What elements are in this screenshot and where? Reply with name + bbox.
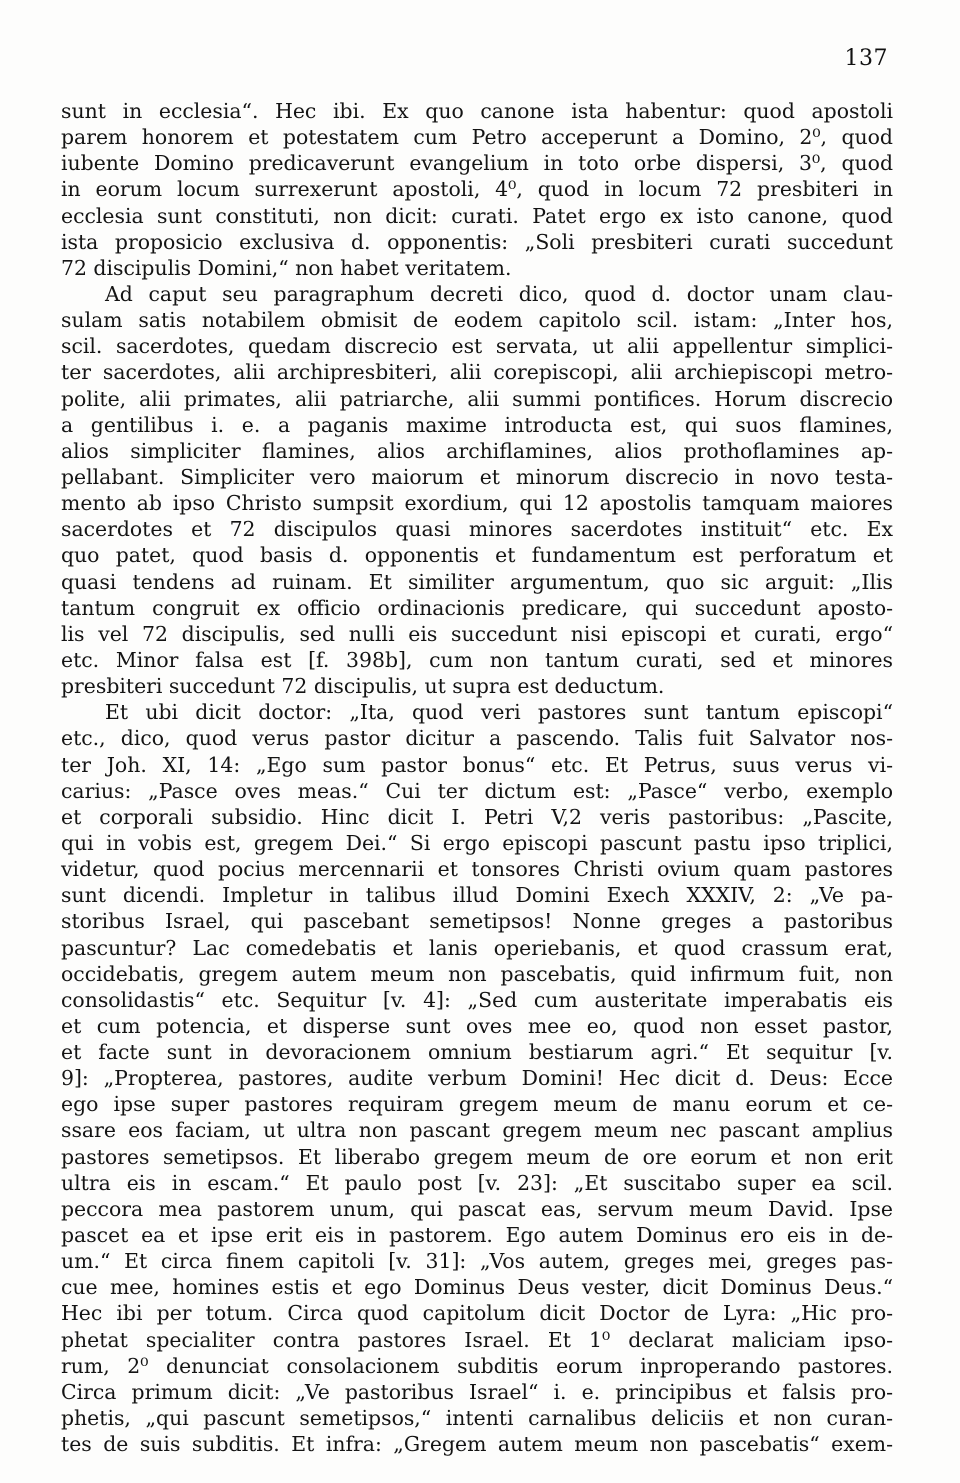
body-text <box>61 98 893 1457</box>
text-line: pascet ea et ipse erit eis in pastorem. Ego autem Dominus ero eis in de- <box>61 1223 893 1248</box>
text-line: lis vel 72 discipulis, sed nulli eis succedunt nisi episcopi et curati, ergo“ <box>61 621 893 646</box>
text-line: et cum potencia, et disperse sunt oves mee eo, quod non esset pastor, <box>61 1013 893 1038</box>
text-line: etc. Minor falsa est [f. 398b], cum non tantum curati, sed et minores <box>61 647 893 672</box>
text-line: qui in vobis est, gregem Dei.“ Si ergo episcopi pascunt pastu ipso triplici, <box>61 830 893 855</box>
text-line: mento ab ipso Christo sumpsit exordium, qui 12 apostolis tamquam maiores <box>61 491 893 516</box>
text-line: rum, 2⁰ denunciat consolacionem subditis eorum inproperando pastores. <box>61 1353 893 1378</box>
text-line: presbiteri succedunt 72 discipulis, ut supra est deductum. <box>61 674 665 699</box>
text-line: sunt dicendi. Impletur in talibus illud Domini Exech XXXIV, 2: „Ve pa- <box>61 883 893 908</box>
text-line: ter sacerdotes, alii archipresbiteri, alii corepiscopi, alii archiepiscopi metro- <box>61 360 893 385</box>
text-line: occidebatis, gregem autem meum non pascebatis, quid infirmum fuit, non <box>61 961 893 986</box>
text-line: ecclesia sunt constituti, non dicit: curati. Patet ergo ex isto canone, quod <box>61 203 893 228</box>
text-line: cue mee, homines estis et ego Dominus Deus vester, dicit Dominus Deus.“ <box>61 1275 893 1300</box>
text-line: phetat specialiter contra pastores Israel. Et 1⁰ declarat maliciam ipso- <box>61 1327 893 1352</box>
text-line: alios simpliciter flamines, alios archiflamines, alios prothoflamines ap- <box>61 438 893 463</box>
text-line: Hec ibi per totum. Circa quod capitolum dicit Doctor de Lyra: „Hic pro- <box>61 1301 893 1326</box>
text-line: et facte sunt in devoracionem omnium bestiarum agri.“ Et sequitur [v. <box>61 1040 893 1065</box>
text-line: sunt in ecclesia“. Hec ibi. Ex quo canone ista habentur: quod apostoli <box>61 99 893 123</box>
text-line: a gentilibus i. e. a paganis maxime introducta est, qui suos flamines, <box>61 412 893 437</box>
text-line: sulam satis notabilem obmisit de eodem capitolo scil. istam: „Inter hos, <box>61 308 893 333</box>
text-line: polite, alii primates, alii patriarche, alii summi pontifices. Horum discrecio <box>61 386 893 411</box>
text-line: ego ipse super pastores requiram gregem meum de manu eorum et ce- <box>61 1092 893 1117</box>
text-line: Circa primum dicit: „Ve pastoribus Israel“ i. e. principibus et falsis pro- <box>61 1379 893 1404</box>
text-line: peccora mea pastorem unum, qui pascat eas, servum meum David. Ipse <box>61 1196 893 1221</box>
text-line: Et ubi dicit doctor: „Ita, quod veri pastores sunt tantum episcopi“ <box>105 700 893 725</box>
text-line: pascuntur? Lac comedebatis et lanis operiebanis, et quod crassum erat, <box>61 935 893 960</box>
text-line: quasi tendens ad ruinam. Et similiter argumentum, quo sic arguit: „Ilis <box>61 569 893 594</box>
text-line: 9]: „Propterea, pastores, audite verbum Domini! Hec dicit d. Deus: Ecce <box>61 1066 893 1091</box>
text-line: ssare eos faciam, ut ultra non pascant gregem meum nec pascant amplius <box>61 1118 893 1143</box>
text-line: tantum congruit ex officio ordinacionis predicare, qui succedunt aposto- <box>61 595 893 620</box>
text-line: 72 discipulis Domini,“ non habet veritatem. <box>61 255 512 280</box>
text-line: quo patet, quod basis d. opponentis et fundamentum est perforatum et <box>61 543 893 568</box>
text-line: Ad caput seu paragraphum decreti dico, quod d. doctor unam clau- <box>105 281 893 306</box>
text-line: um.“ Et circa finem capitoli [v. 31]: „Vos autem, greges mei, greges pas- <box>61 1249 893 1274</box>
text-line: parem honorem et potestatem cum Petro acceperunt a Domino, 2⁰, quod <box>61 125 893 150</box>
text-line: ista proposicio exclusiva d. opponentis: „Soli presbiteri curati succedunt <box>61 229 893 254</box>
text-line: sacerdotes et 72 discipulos quasi minores sacerdotes instituit“ etc. Ex <box>61 517 893 542</box>
text-line: consolidastis“ etc. Sequitur [v. 4]: „Sed cum austeritate imperabatis eis <box>61 987 893 1012</box>
text-line: pastores semetipsos. Et liberabo gregem meum de ore eorum et non erit <box>61 1144 893 1169</box>
text-line: ultra eis in escam.“ Et paulo post [v. 23]: „Et suscitabo super ea scil. <box>61 1170 893 1195</box>
text-line: etc., dico, quod verus pastor dicitur a pascendo. Talis fuit Salvator nos- <box>61 726 893 751</box>
text-line: iubente Domino predicaverunt evangelium in toto orbe dispersi, 3⁰, quod <box>61 151 893 176</box>
page-number: 137 <box>844 46 888 71</box>
text-line: carius: „Pasce oves meas.“ Cui ter dictum est: „Pasce“ verbo, exemplo <box>61 778 893 803</box>
text-line: storibus Israel, qui pascebant semetipsos! Nonne greges a pastoribus <box>61 909 893 934</box>
text-line: videtur, quod pocius mercennarii et tonsores Christi ovium quam pastores <box>61 857 893 882</box>
text-line: et corporali subsidio. Hinc dicit I. Petri V,2 veris pastoribus: „Pascite, <box>61 804 893 829</box>
text-line: scil. sacerdotes, quedam discrecio est servata, ut alii appellentur simplici- <box>61 334 893 359</box>
text-line: phetis, „qui pascunt semetipsos,“ intenti carnalibus deliciis et non curan- <box>61 1406 893 1431</box>
text-line: in eorum locum surrexerunt apostoli, 4⁰, quod in locum 72 presbiteri in <box>61 177 893 202</box>
text-line: pellabant. Simpliciter vero maiorum et minorum discrecio in novo testa- <box>61 464 893 489</box>
text-line: tes de suis subditis. Et infra: „Gregem autem meum non pascebatis“ exem- <box>61 1432 893 1457</box>
text-line: ter Joh. XI, 14: „Ego sum pastor bonus“ etc. Et Petrus, suus verus vi- <box>61 752 893 777</box>
